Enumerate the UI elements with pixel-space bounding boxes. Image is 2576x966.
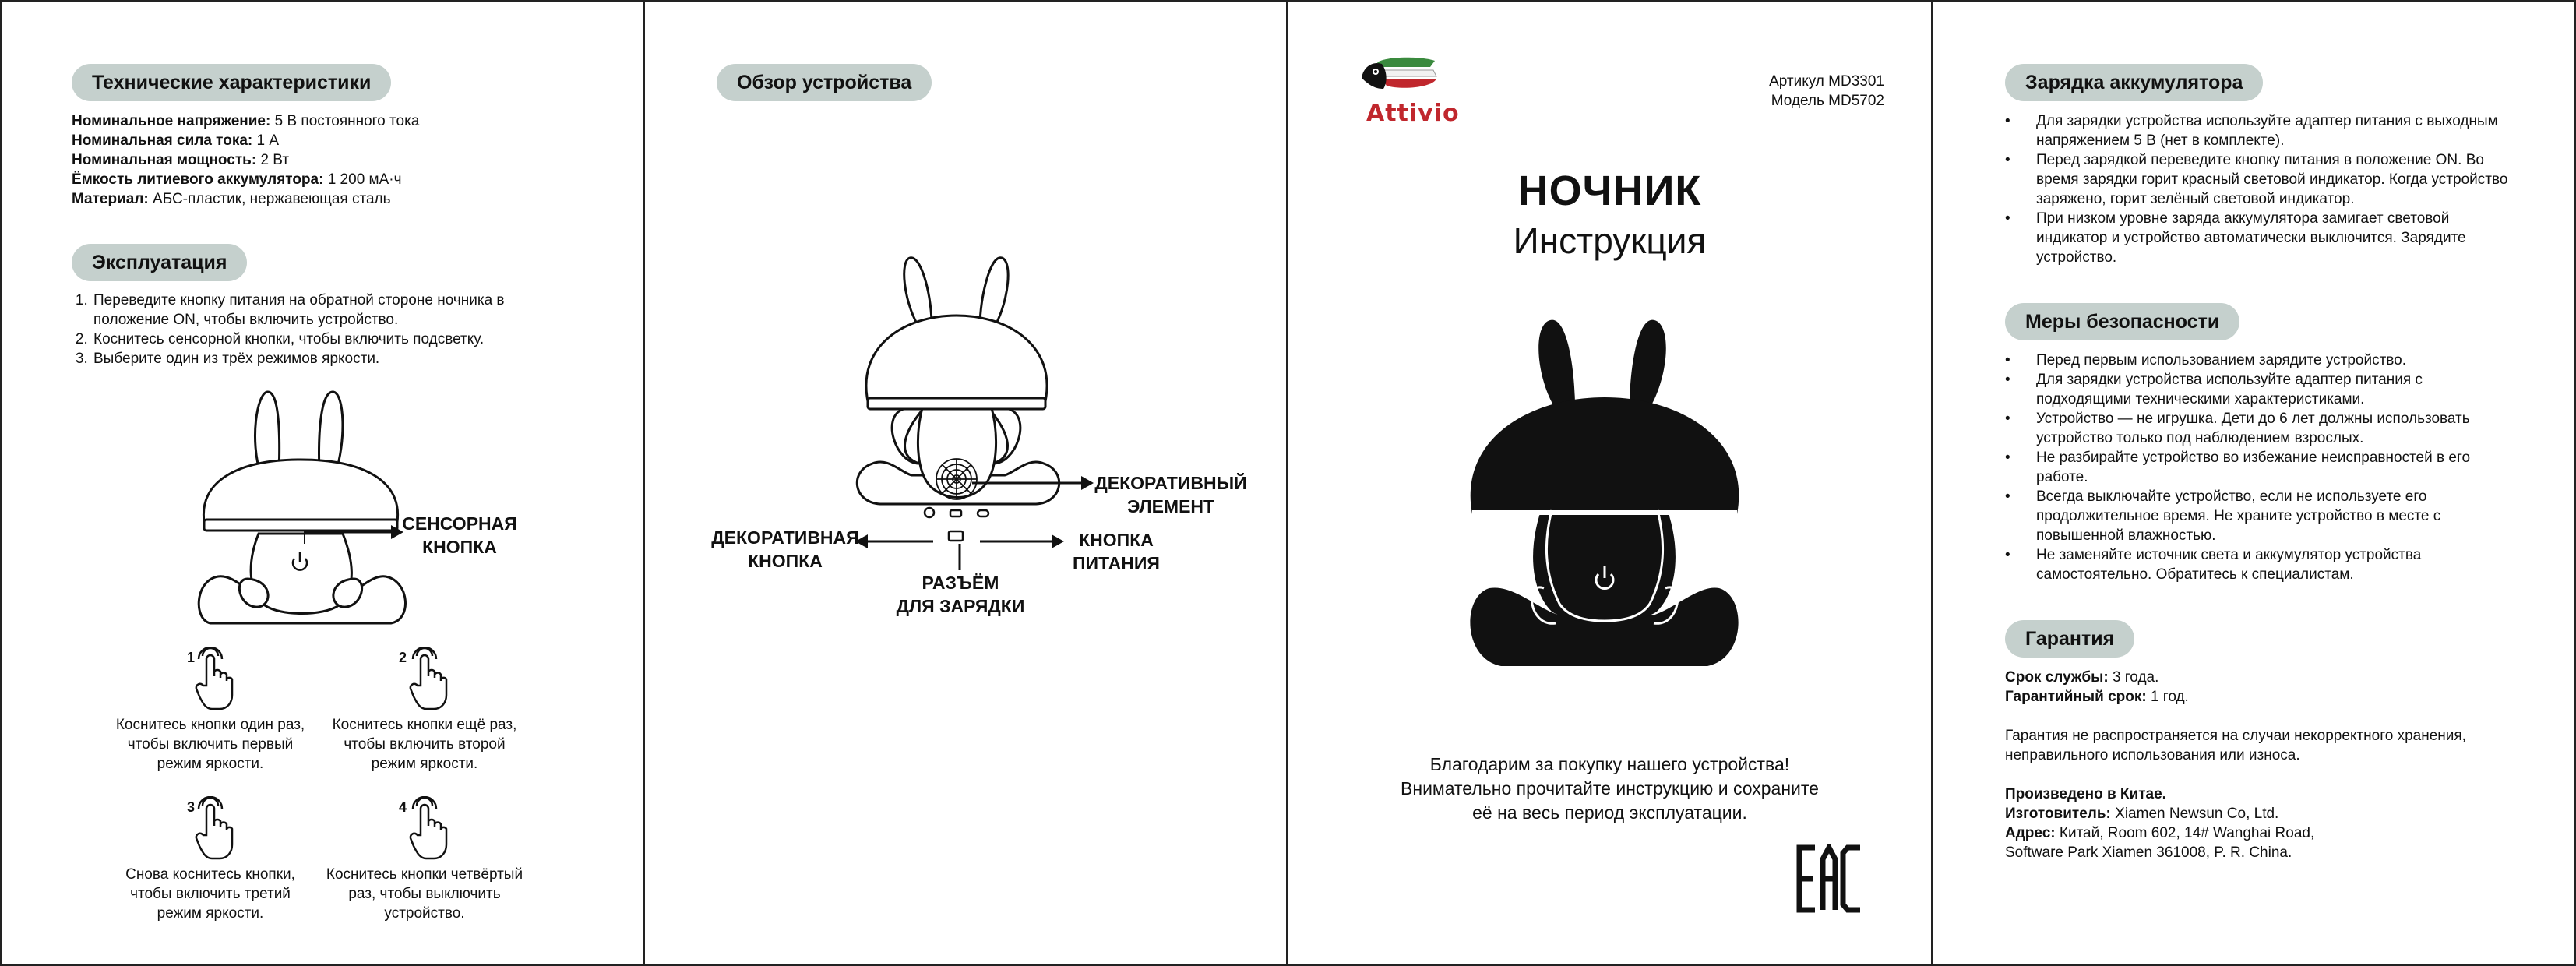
- decor-element-arrow-icon: [972, 471, 1097, 495]
- list-item: • Перед зарядкой переведите кнопку питания в положение ON. Во время зарядки горит красный световой индикатор. Когда устройство заряжено, горит зелёный световой индикатор.: [2036, 150, 2519, 209]
- list-item: • Не заменяйте источник света и аккумулятор устройства самостоятельно. Обратитесь к специалистам.: [2036, 545, 2519, 584]
- list-item: • Всегда выключайте устройство, если не используете его продолжительное время. Не храните устройство в месте с повышенной влажностью.: [2036, 487, 2519, 545]
- model-number: Модель MD5702: [1771, 93, 1884, 109]
- list-item: • Устройство — не игрушка. Дети до 6 лет должны использовать устройство только под наблюдением взрослых.: [2036, 409, 2519, 448]
- thanks-message: Благодарим за покупку нашего устройства! Внимательно прочитайте инструкцию и сохраните её на весь период эксплуатации.: [1401, 754, 1819, 823]
- list-item: • Не разбирайте устройство во избежание неисправностей в его работе.: [2036, 448, 2519, 487]
- service-life: Срок службы: 3 года.: [2005, 669, 2159, 686]
- rabbit-lamp-silhouette-illustration: [1466, 316, 1746, 674]
- address: Адрес: Китай, Room 602, 14# Wanghai Road, Software Park Xiamen 361008, P. R. China.: [2005, 825, 2315, 861]
- specs-list: [72, 111, 617, 209]
- specs-heading: Технические характеристики: [72, 64, 391, 101]
- list-item: • Для зарядки устройства используйте адаптер питания с выходным напряжением 5 В (нет в комплекте).: [2036, 111, 2519, 150]
- brand-name: Attivio: [1366, 100, 1460, 127]
- decor-button-callout: ДЕКОРАТИВНАЯ КНОПКА: [711, 527, 859, 571]
- safety-list: [2005, 351, 2519, 584]
- finger-tap-icon: [409, 647, 449, 710]
- specs-section: [72, 64, 391, 101]
- finger-tap-icon: [195, 796, 235, 860]
- touch-step-caption: Коснитесь кнопки четвёртый раз, чтобы выключить устройство.: [326, 866, 523, 922]
- warranty-heading: Гарантия: [2005, 620, 2134, 658]
- rabbit-lamp-outline-illustration: [187, 386, 421, 635]
- operation-section: [72, 244, 247, 281]
- touch-step-caption: Снова коснитесь кнопки, чтобы включить третий режим яркости.: [125, 866, 295, 922]
- touch-step-1: 1 Коснитесь кнопки один раз, чтобы включить первый режим яркости.: [101, 647, 319, 774]
- touch-step-2: 2 Коснитесь кнопки ещё раз, чтобы включить второй режим яркости.: [315, 647, 534, 774]
- article-number: Артикул MD3301: [1769, 73, 1884, 90]
- charging-list: [2005, 111, 2519, 267]
- sensor-arrow-icon: [304, 520, 405, 544]
- made-in: Произведено в Китае.: [2005, 786, 2166, 802]
- eac-logo-icon: [1795, 844, 1873, 914]
- list-item: • Перед первым использованием зарядите устройство.: [2036, 351, 2519, 370]
- panel-cover: [1288, 0, 1931, 966]
- operation-heading: Эксплуатация: [72, 244, 247, 281]
- finger-tap-icon: [195, 647, 235, 710]
- product-title: НОЧНИК: [1517, 167, 1702, 214]
- list-item: • Для зарядки устройства используйте адаптер питания с подходящими техническими характеристиками.: [2036, 370, 2519, 409]
- safety-heading: Меры безопасности: [2005, 303, 2239, 340]
- eac-mark: [1795, 844, 1873, 914]
- spec-row: Номинальная сила тока: 1 А: [72, 132, 280, 149]
- charge-port-callout: РАЗЪЁМ ДЛЯ ЗАРЯДКИ: [896, 573, 1025, 616]
- touch-step-caption: Коснитесь кнопки ещё раз, чтобы включить второй режим яркости.: [332, 717, 517, 772]
- list-item: • При низком уровне заряда аккумулятора замигает световой индикатор и устройство автоматически выключится. Зарядите устройство.: [2036, 209, 2519, 267]
- rabbit-lamp-back-illustration: [849, 253, 1083, 565]
- charge-port-arrow-icon: [952, 544, 967, 570]
- product-subtitle: Инструкция: [1513, 220, 1707, 261]
- attivio-logo-icon: [1355, 55, 1449, 103]
- finger-tap-icon: [409, 796, 449, 860]
- spec-row: Ёмкость литиевого аккумулятора: 1 200 мА·ч: [72, 171, 402, 188]
- charging-heading: Зарядка аккумулятора: [2005, 64, 2263, 101]
- power-button-callout: КНОПКА ПИТАНИЯ: [1073, 530, 1160, 573]
- touch-step-4: 4 Коснитесь кнопки четвёртый раз, чтобы выключить устройство.: [315, 796, 534, 923]
- list-item: 1. Переведите кнопку питания на обратной стороне ночника в положение ON, чтобы включить устройство.: [92, 291, 531, 330]
- spec-row: Материал: АБС-пластик, нержавеющая сталь: [72, 191, 391, 207]
- warranty-section: [2005, 620, 2134, 658]
- manufacturer: Изготовитель: Xiamen Newsun Co, Ltd.: [2005, 806, 2279, 822]
- decor-element-callout: ДЕКОРАТИВНЫЙ ЭЛЕМЕНТ: [1094, 473, 1247, 516]
- overview-section: [717, 64, 932, 101]
- spec-row: Номинальное напряжение: 5 В постоянного тока: [72, 113, 420, 129]
- panel-device-overview: [645, 0, 1286, 966]
- warranty-details: [2005, 668, 2550, 862]
- operation-steps: [72, 291, 531, 368]
- spec-row: Номинальная мощность: 2 Вт: [72, 152, 290, 168]
- charging-section: [2005, 64, 2263, 101]
- warranty-term: Гарантийный срок: 1 год.: [2005, 689, 2189, 705]
- list-item: 2. Коснитесь сенсорной кнопки, чтобы включить подсветку.: [92, 330, 531, 349]
- warranty-note: Гарантия не распространяется на случаи некорректного хранения, неправильного использования или износа.: [2005, 728, 2466, 763]
- article-block: [1769, 72, 1884, 111]
- touch-step-caption: Коснитесь кнопки один раз, чтобы включить первый режим яркости.: [115, 717, 305, 772]
- safety-section: [2005, 303, 2239, 340]
- touch-step-3: 3 Снова коснитесь кнопки, чтобы включить третий режим яркости.: [101, 796, 319, 923]
- panel-charging-safety-warranty: [1933, 0, 2576, 966]
- overview-heading: Обзор устройства: [717, 64, 932, 101]
- panel-specs-operation: [0, 0, 643, 966]
- sensor-button-callout: СЕНСОРНАЯ КНОПКА: [402, 513, 517, 557]
- list-item: 3. Выберите один из трёх режимов яркости.: [92, 349, 531, 368]
